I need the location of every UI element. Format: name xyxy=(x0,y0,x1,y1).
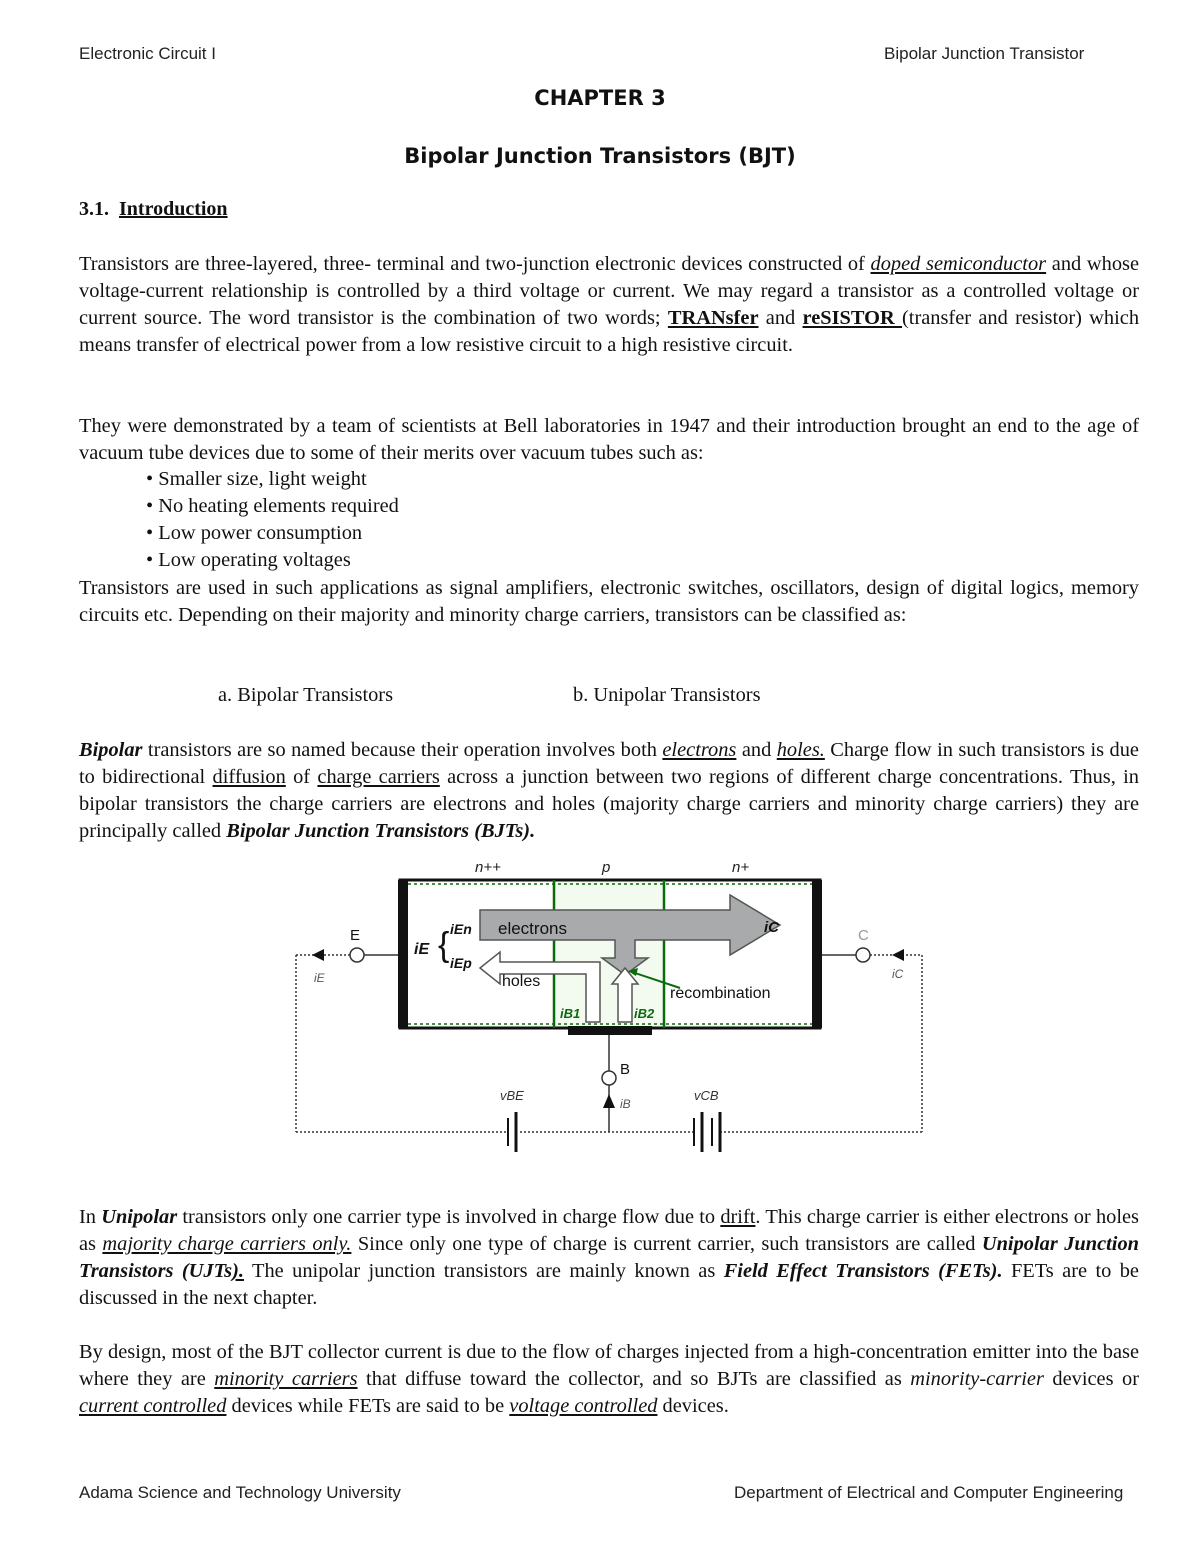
vbe-label: vBE xyxy=(500,1088,524,1103)
base-region xyxy=(554,882,664,1026)
list-item: • Smaller size, light weight xyxy=(146,468,367,490)
chapter-title: Bipolar Junction Transistors (BJT) xyxy=(404,144,796,168)
paragraph-bipolar xyxy=(79,737,1139,845)
running-header-left: Electronic Circuit I xyxy=(79,44,216,63)
section-heading xyxy=(79,198,228,221)
current-controlled-term: current controlled xyxy=(79,1395,227,1417)
ic-arrowhead xyxy=(892,949,904,961)
text: and whose voltage-current relationship is controlled by a third voltage or current. We may regard a transistor as a controlled voltage or current source. The word transistor is the combination of two words; xyxy=(79,253,1139,329)
list-item: • Low power consumption xyxy=(146,522,363,544)
text: In xyxy=(79,1206,102,1228)
drift-term: drift xyxy=(720,1206,756,1228)
section-title: Introduction xyxy=(119,198,228,220)
bjt-term: Bipolar Junction Transistors (BJTs). xyxy=(226,820,536,842)
electrons-label: electrons xyxy=(498,919,567,938)
type-unipolar: b. Unipolar Transistors xyxy=(573,684,761,706)
doped-semiconductor-term: doped semiconductor xyxy=(870,253,1047,275)
ic-in-label: iC xyxy=(892,967,904,981)
recombination-label: recombination xyxy=(670,985,771,1002)
voltage-controlled-term: voltage controlled xyxy=(509,1395,658,1417)
text: . This charge carrier is either electrons or holes as xyxy=(79,1206,1139,1255)
collector-contact xyxy=(812,880,822,1028)
collector-region-label: n+ xyxy=(732,859,750,876)
text: (transfer and resistor) which means transfer of electrical power from a low resistive circuit to a high resistive circuit. xyxy=(79,307,1140,356)
running-header-right: Bipolar Junction Transistor xyxy=(884,44,1085,63)
paragraph-unipolar xyxy=(79,1204,1139,1312)
text: devices. xyxy=(657,1395,729,1417)
emitter-label: E xyxy=(350,927,361,944)
emitter-terminal xyxy=(350,948,364,962)
paragraph-history: They were demonstrated by a team of scientists at Bell laboratories in 1947 and their introduction brought an end to the age of vacuum tube devices due to some of their merits over vacuum tubes such as: xyxy=(79,415,1139,464)
text: Since only one type of charge is current carrier, such transistors are called xyxy=(351,1233,982,1255)
fet-term: Field Effect Transistors (FETs). xyxy=(723,1260,1003,1282)
ib-label: iB xyxy=(620,1097,631,1111)
base-contact xyxy=(568,1026,652,1035)
majority-carriers-term: majority charge carriers only. xyxy=(102,1233,352,1255)
ic-label: iC xyxy=(764,919,779,936)
running-footer-right: Department of Electrical and Computer Engineering xyxy=(734,1483,1124,1502)
text: transistors are so named because their operation involves both xyxy=(142,739,663,761)
text: The unipolar junction transistors are mainly known as xyxy=(243,1260,724,1282)
ie-out-label: iE xyxy=(314,971,325,985)
running-footer-left: Adama Science and Technology University xyxy=(79,1483,401,1502)
brace: { xyxy=(438,926,450,964)
list-item: • No heating elements required xyxy=(146,495,399,517)
text: and xyxy=(736,739,777,761)
bipolar-term: Bipolar xyxy=(79,739,143,761)
electrons-term: electrons xyxy=(662,739,737,761)
base-label: B xyxy=(620,1061,631,1078)
ib-arrowhead xyxy=(603,1094,615,1108)
ujt-term: Unipolar Junction Transistors (UJTs xyxy=(79,1233,1139,1282)
ie-label: iE xyxy=(414,941,430,958)
diffusion-term: diffusion xyxy=(212,766,286,788)
text: devices while FETs are said to be xyxy=(226,1395,510,1417)
minority-carrier-term: minority-carrier xyxy=(910,1368,1044,1390)
vcb-label: vCB xyxy=(694,1088,719,1103)
base-terminal xyxy=(602,1071,616,1085)
text: of xyxy=(285,766,318,788)
emitter-region-label: n++ xyxy=(475,859,501,876)
section-number: 3.1. xyxy=(79,198,109,220)
collector-label: C xyxy=(858,927,869,944)
transfer-term: TRANsfer xyxy=(667,307,759,329)
ib1-label: iB1 xyxy=(560,1006,581,1021)
text: that diffuse toward the collector, and so BJTs are classified as xyxy=(357,1368,911,1390)
ien-label: iEn xyxy=(450,921,472,937)
text: transistors only one carrier type is involved in charge flow due to xyxy=(177,1206,721,1228)
minority-carriers-term: minority carriers xyxy=(214,1368,358,1390)
emitter-contact xyxy=(398,880,408,1028)
collector-terminal xyxy=(856,948,870,962)
paragraph-applications: Transistors are used in such applications as signal amplifiers, electronic switches, oscillators, design of digital logics, memory circuits etc. Depending on their majority and minority charge carriers, transistors can be classified as: xyxy=(79,577,1139,626)
text: Transistors are three-layered, three- terminal and two-junction electronic devices constructed of xyxy=(79,253,871,275)
holes-label: holes xyxy=(502,973,541,990)
merits-list xyxy=(146,466,399,574)
chapter-label: CHAPTER 3 xyxy=(534,86,666,110)
ujt-term-end: ). xyxy=(232,1260,244,1282)
ie-arrowhead xyxy=(312,949,324,961)
unipolar-term: Unipolar xyxy=(101,1206,178,1228)
list-item: • Low operating voltages xyxy=(146,549,351,571)
iep-label: iEp xyxy=(450,955,472,971)
charge-carriers-term: charge carriers xyxy=(317,766,440,788)
bjt-diagram xyxy=(280,850,940,1160)
resistor-term: reSISTOR xyxy=(802,307,902,329)
holes-term: holes. xyxy=(776,739,825,761)
text: Charge flow in such transistors is due to bidirectional xyxy=(79,739,1139,788)
text: devices or xyxy=(1043,1368,1139,1390)
text: FETs are to be discussed in the next chapter. xyxy=(79,1260,1139,1309)
text: and xyxy=(758,307,803,329)
base-region-label: p xyxy=(602,859,611,876)
paragraph-design xyxy=(79,1339,1139,1420)
text: across a junction between two regions of different charge concentrations. Thus, in bipolar transistors the charge carriers are electrons and holes (majority charge carriers and minority charge carriers) they are principally called xyxy=(79,766,1140,842)
ib2-label: iB2 xyxy=(634,1006,655,1021)
paragraph-intro xyxy=(79,251,1139,359)
text: By design, most of the BJT collector current is due to the flow of charges injected from a high-concentration emitter into the base where they are xyxy=(79,1341,1139,1390)
type-bipolar: a. Bipolar Transistors xyxy=(218,684,394,706)
